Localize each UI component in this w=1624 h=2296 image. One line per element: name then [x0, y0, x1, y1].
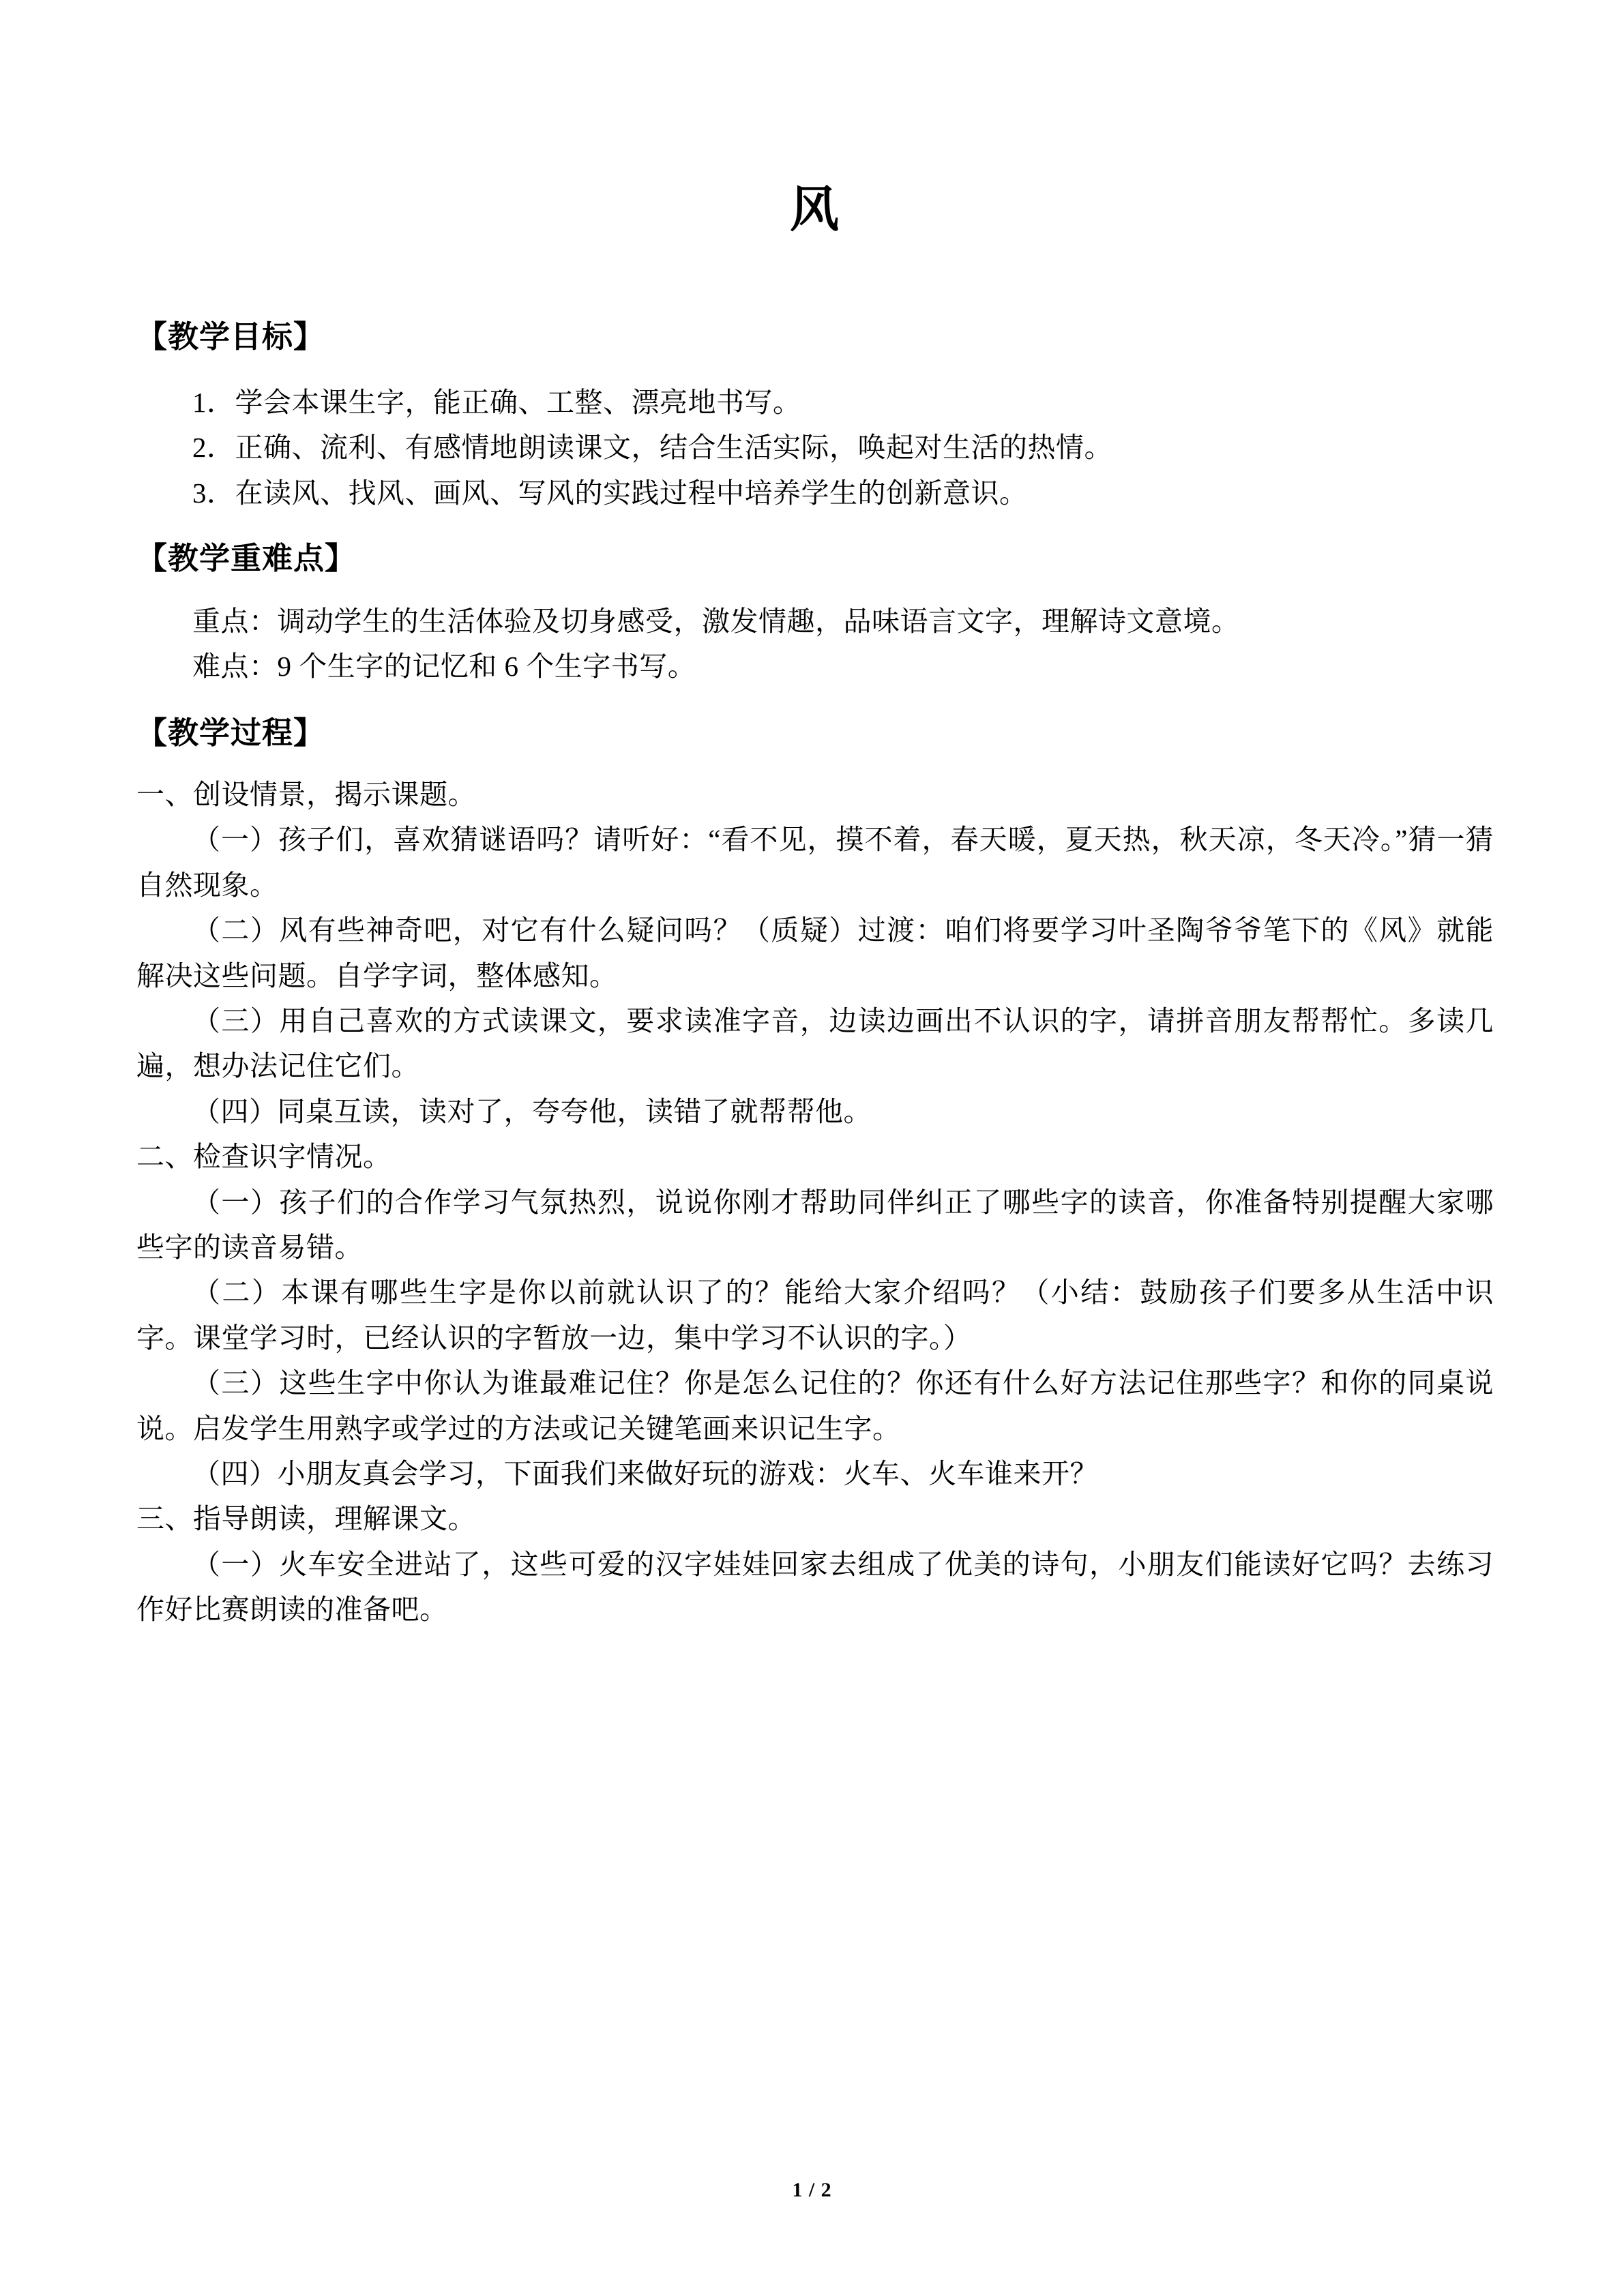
page-title: 风	[789, 183, 840, 237]
section-body-key-difficulties	[136, 599, 1494, 689]
paragraph: （三）这些生字中你认为谁最难记住？你是怎么记住的？你还有什么好方法记住那些字？和你的同桌说说。启发学生用熟字或学过的方法或记关键笔画来识记生字。	[136, 1367, 1494, 1444]
section-body-teaching-goals	[136, 380, 1494, 516]
paragraph: （三）用自己喜欢的方式读课文，要求读准字音，边读边画出不认识的字，请拼音朋友帮帮忙。多读几遍，想办法记住它们。	[136, 1004, 1494, 1082]
page-footer-number: 1 / 2	[792, 2179, 832, 2201]
section-heading-teaching-goals: 【教学目标】	[136, 320, 325, 355]
paragraph: （四）小朋友真会学习，下面我们来做好玩的游戏：火车、火车谁来开？	[192, 1458, 1098, 1490]
paragraph: 二、检查识字情况。	[136, 1141, 392, 1173]
section-heading-teaching-process: 【教学过程】	[136, 716, 325, 751]
paragraph: 2．正确、流利、有感情地朗读课文，结合生活实际，唤起对生活的热情。	[192, 432, 1112, 464]
paragraph: 难点：9 个生字的记忆和 6 个生字书写。	[192, 651, 696, 683]
paragraph: 3．在读风、找风、画风、写风的实践过程中培养学生的创新意识。	[192, 477, 1028, 509]
paragraph: （一）孩子们的合作学习气氛热烈，说说你刚才帮助同伴纠正了哪些字的读音，你准备特别提醒大家哪些字的读音易错。	[136, 1186, 1494, 1263]
paragraph: （四）同桌互读，读对了，夸夸他，读错了就帮帮他。	[192, 1095, 872, 1127]
section-body-teaching-process	[136, 772, 1494, 1632]
paragraph: 重点：调动学生的生活体验及切身感受，激发情趣，品味语言文字，理解诗文意境。	[192, 605, 1240, 637]
paragraph: （二）本课有哪些生字是你以前就认识了的？能给大家介绍吗？（小结：鼓励孩子们要多从生活中识字。课堂学习时，已经认识的字暂放一边，集中学习不认识的字。）	[136, 1277, 1494, 1354]
paragraph: （一）孩子们，喜欢猜谜语吗？请听好：“看不见，摸不着，春天暖，夏天热，秋天凉，冬天冷。”猜一猜自然现象。	[136, 824, 1494, 901]
paragraph: （二）风有些神奇吧，对它有什么疑问吗？（质疑）过渡：咱们将要学习叶圣陶爷爷笔下的《风》就能解决这些问题。自学字词，整体感知。	[136, 914, 1494, 992]
paragraph: （一）火车安全进站了，这些可爱的汉字娃娃回家去组成了优美的诗句，小朋友们能读好它吗？去练习作好比赛朗读的准备吧。	[136, 1548, 1494, 1626]
paragraph: 1．学会本课生字，能正确、工整、漂亮地书写。	[192, 386, 801, 418]
paragraph: 一、创设情景，揭示课题。	[136, 778, 476, 810]
paragraph: 三、指导朗读，理解课文。	[136, 1503, 476, 1535]
section-heading-key-difficulties: 【教学重难点】	[136, 541, 357, 576]
document-body	[136, 0, 1494, 1632]
